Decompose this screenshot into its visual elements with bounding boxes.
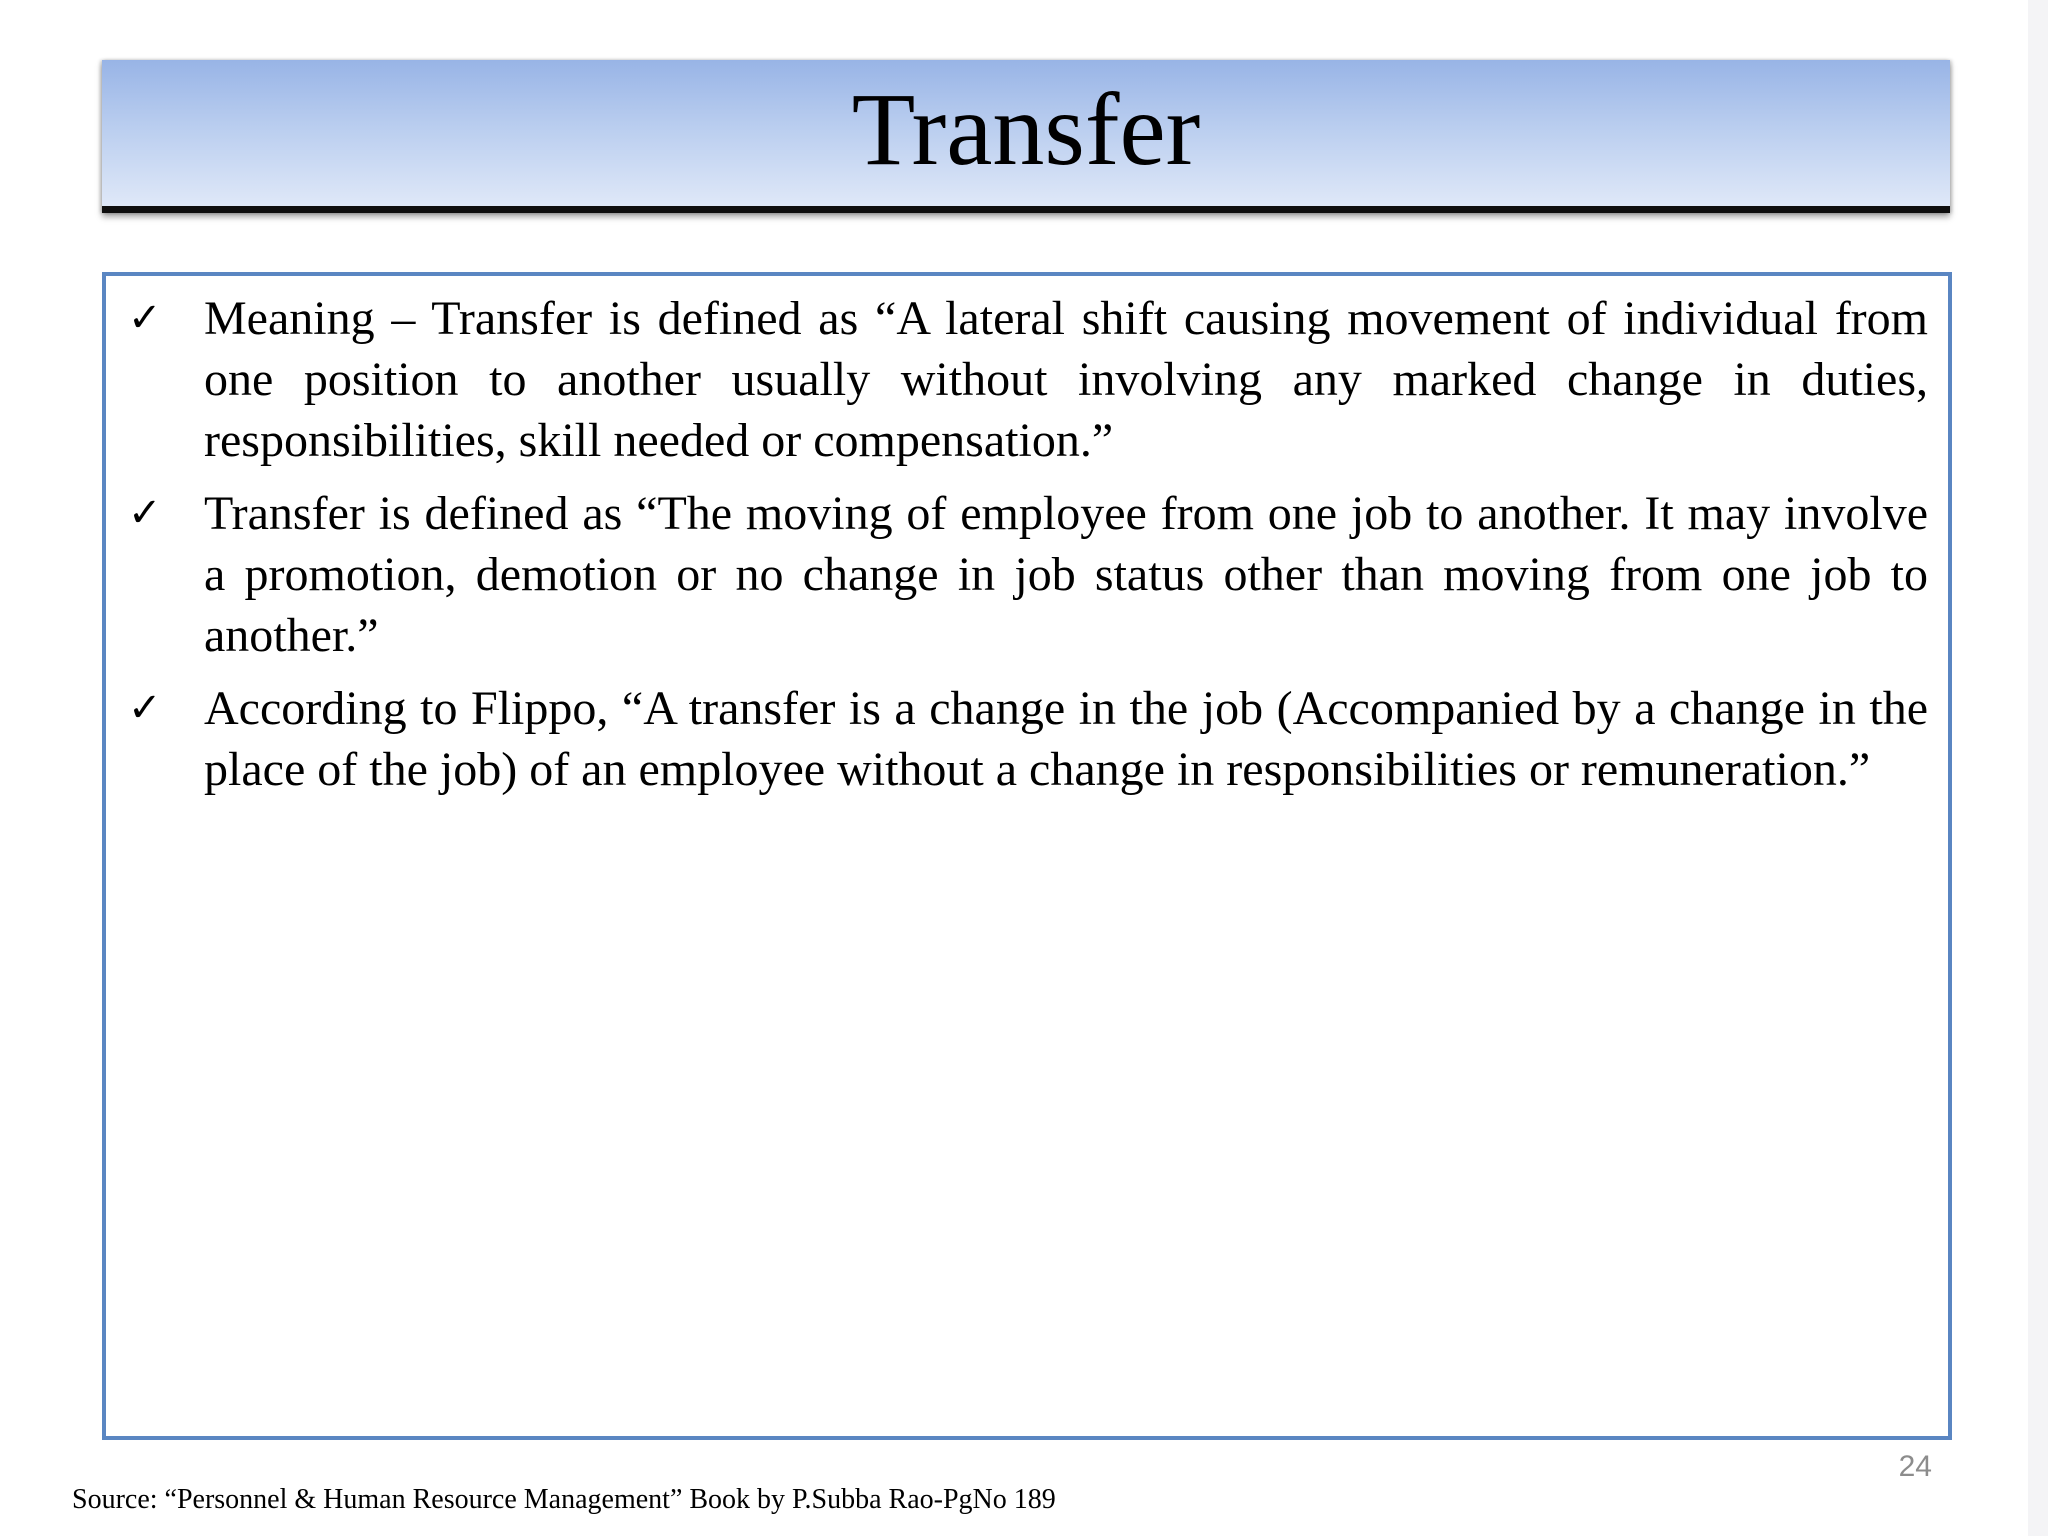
bullet-text: Transfer is defined as “The moving of employee from one job to another. It may involve a promotion, demotion or no change in job status other than moving from one job to another.” xyxy=(204,487,1928,662)
bullet-item-definition xyxy=(128,483,1928,666)
bullet-item-meaning xyxy=(128,288,1928,471)
check-icon: ✓ xyxy=(128,685,162,731)
slide-title: Transfer xyxy=(851,72,1201,187)
bullet-list xyxy=(128,288,1928,812)
content-box xyxy=(102,272,1952,1440)
slide-edge xyxy=(2028,0,2048,1536)
bullet-text: According to Flippo, “A transfer is a change in the job (Accompanied by a change in the place of the job) of an employee without a change in responsibilities or remuneration.” xyxy=(204,682,1928,796)
title-bar xyxy=(102,60,1950,213)
source-note: Source: “Personnel & Human Resource Management” Book by P.Subba Rao-PgNo 189 xyxy=(72,1484,1056,1515)
check-icon: ✓ xyxy=(128,295,162,341)
check-icon: ✓ xyxy=(128,490,162,536)
bullet-text: Meaning – Transfer is defined as “A lateral shift causing movement of individual from one position to another usually without involving any marked change in duties, responsibilities, skill needed or compensation.” xyxy=(204,292,1928,467)
page-number: 24 xyxy=(1898,1450,1932,1483)
bullet-item-flippo xyxy=(128,678,1928,800)
